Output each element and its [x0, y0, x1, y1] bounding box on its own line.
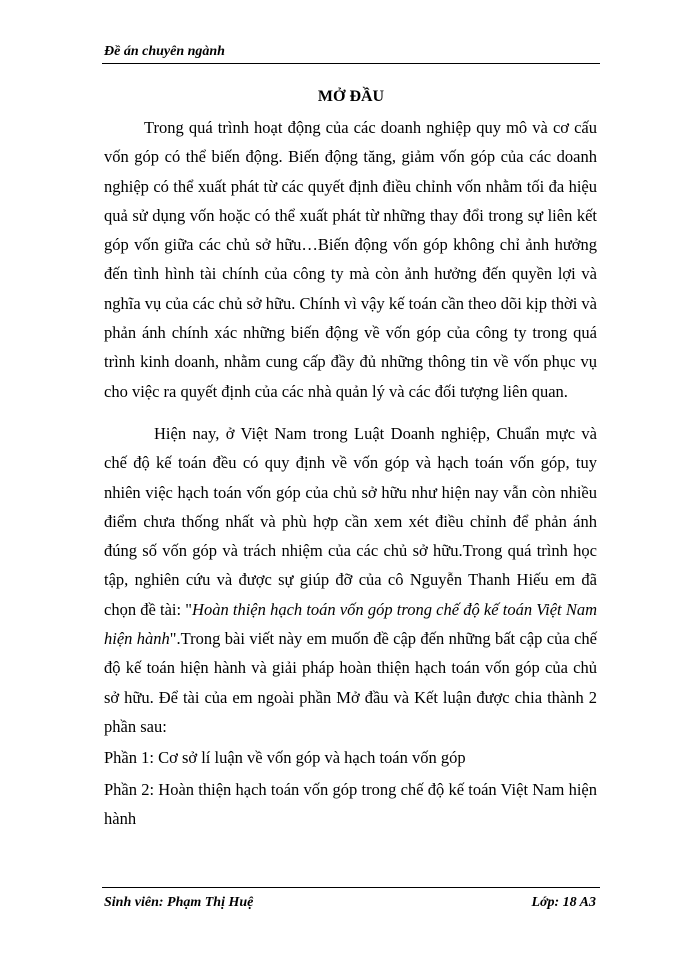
- thesis-topic: Hoàn thiện hạch toán vốn góp trong chế độ kế toán Việt Nam hiện hành: [104, 599, 597, 649]
- paragraph-2-start: Hiện nay, ở Việt Nam trong Luật Doanh nghiệp, Chuẩn mực và chế độ kế toán đều có quy định về vốn góp và hạch toán vốn góp, tuy nhiên việc hạch toán vốn góp của chủ sở hữu như hiện nay vẫn còn nhiều điểm chưa thống nhất và phù hợp cần xem xét điều chỉnh để phản ánh đúng số vốn góp và trách nhiệm của các chủ sở hữu.Trong quá trình học tập, nghiên cứu và được sự giúp đỡ của cô Nguyễn Thanh Hiếu em đã chọn đề tài: ": [104, 423, 597, 619]
- paragraph-1: Trong quá trình hoạt động của các doanh nghiệp quy mô và cơ cấu vốn góp có thể biến động. Biến động tăng, giảm vốn góp của các doanh nghiệp có thể xuất phát từ các quyết định điều chỉnh vốn nhằm tối đa hiệu quả sử dụng vốn hoặc có thể xuất phát từ những thay đổi trong sự liên kết góp vốn giữa các chủ sở hữu…Biến động vốn góp không chỉ ảnh hưởng đến tình hình tài chính của công ty mà còn ảnh hưởng đến quyền lợi và nghĩa vụ của các chủ sở hữu. Chính vì vậy kế toán cần theo dõi kịp thời và phản ánh chính xác những biến động về vốn góp của công ty trong quá trình kinh doanh, nhằm cung cấp đầy đủ những thông tin về vốn phục vụ cho việc ra quyết định của các nhà quản lý và các đối tượng liên quan.: [104, 118, 597, 401]
- footer-divider: [102, 887, 600, 888]
- header-divider: [102, 63, 600, 64]
- paragraph-2-end: ".Trong bài viết này em muốn đề cập đến những bất cập của chế độ kế toán hiện hành và giải pháp hoàn thiện hạch toán vốn góp của chủ sở hữu. Để tài của em ngoài phần Mở đầu và Kết luận được chia thành 2 phần sau:: [104, 629, 597, 736]
- footer-student: Sinh viên: Phạm Thị Huệ: [104, 895, 254, 910]
- page-title: MỞ ĐẦU: [317, 88, 385, 105]
- footer-class: Lớp: 18 A3: [531, 895, 596, 910]
- header-title: Đề án chuyên ngành: [104, 44, 225, 59]
- part-2-item: Phần 2: Hoàn thiện hạch toán vốn góp trong chế độ kế toán Việt Nam hiện hành: [104, 779, 597, 828]
- part-1-item: Phần 1: Cơ sở lí luận về vốn góp và hạch toán vốn góp: [104, 748, 466, 768]
- body-text: [104, 113, 597, 833]
- paragraph-2: [104, 419, 597, 741]
